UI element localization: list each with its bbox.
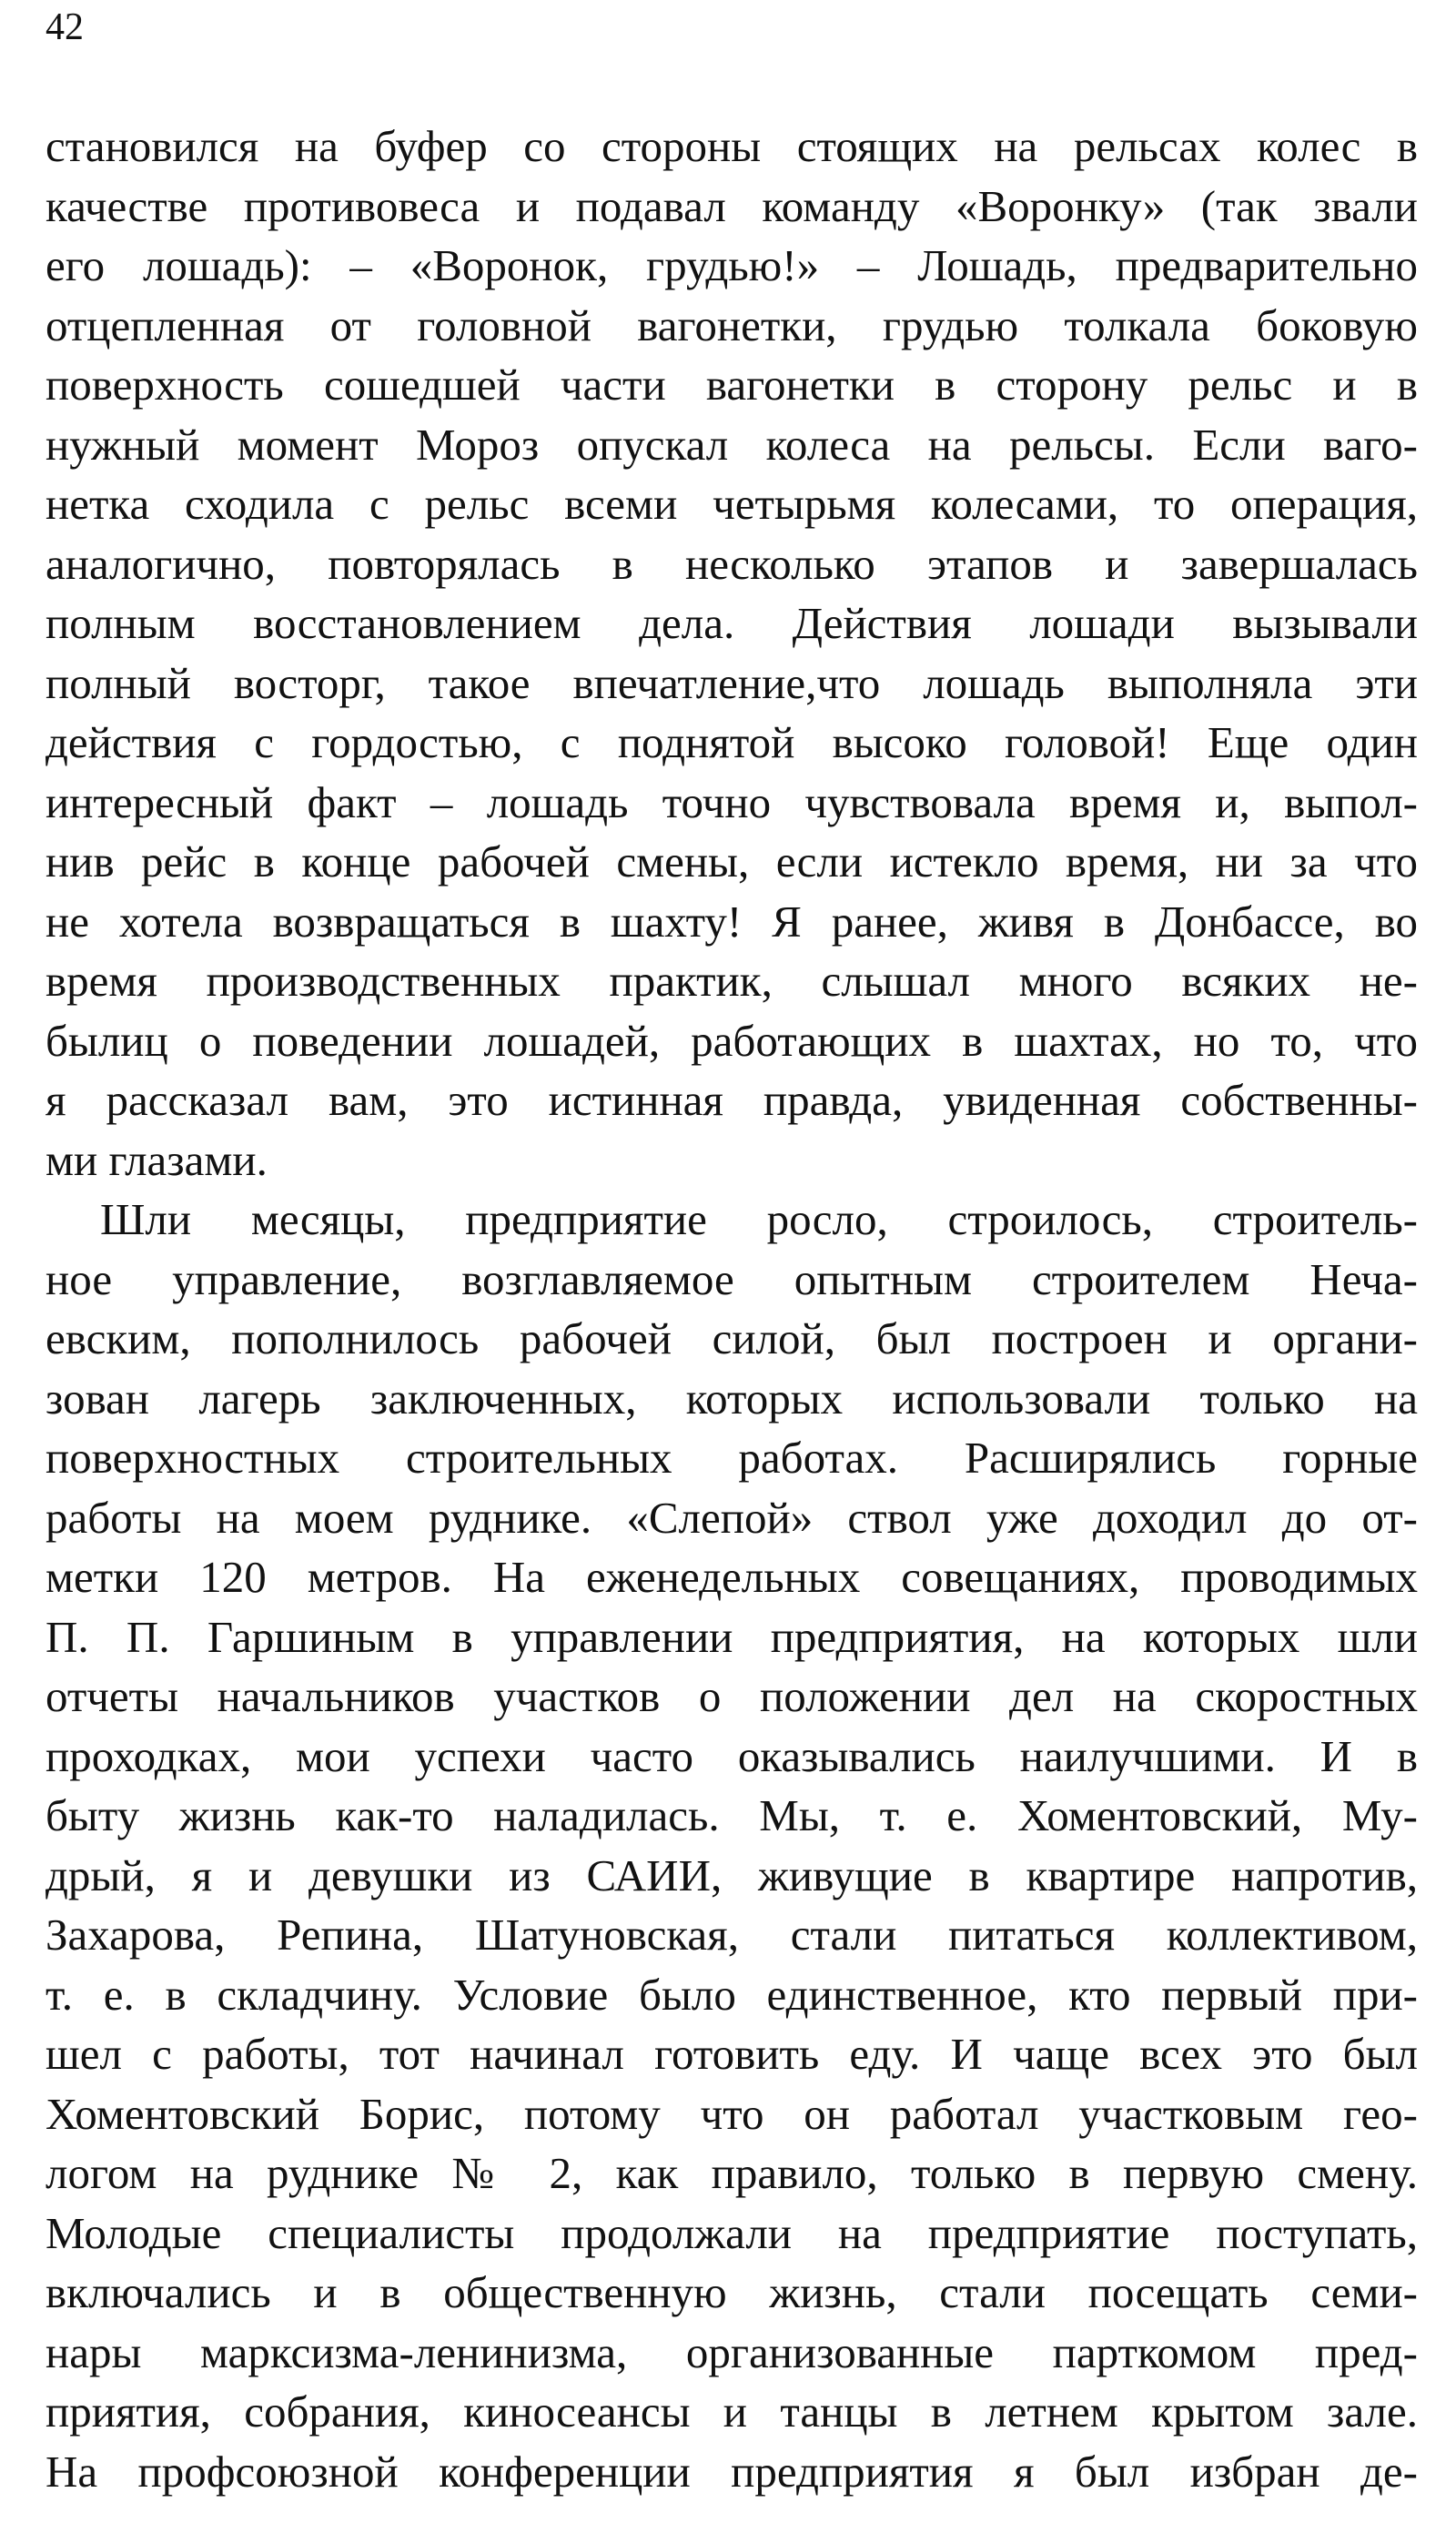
text-line: нив рейс в конце рабочей смены, если истекло время, ни за что bbox=[46, 836, 1418, 887]
text-line: ное управление, возглавляемое опытным строителем Неча- bbox=[46, 1253, 1418, 1304]
text-line: отчеты начальников участков о положении дел на скоростных bbox=[46, 1671, 1418, 1721]
text-line: т. е. в складчину. Условие было единственное, кто первый при- bbox=[46, 1969, 1418, 2020]
text-line: включались и в общественную жизнь, стали посещать семи- bbox=[46, 2267, 1418, 2317]
text-line: шел с работы, тот начинал готовить еду. И чаще всех это был bbox=[46, 2029, 1418, 2079]
text-line: действия с гордостью, с поднятой высоко головой! Еще один bbox=[46, 717, 1418, 767]
text-line: нужный момент Мороз опускал колеса на рельсы. Если ваго- bbox=[46, 419, 1418, 470]
text-line: отцепленная от головной вагонетки, грудью толкала боковую bbox=[46, 299, 1418, 350]
text-line: Хоментовский Борис, потому что он работал участковым гео- bbox=[46, 2088, 1418, 2139]
text-line: былиц о поведении лошадей, работающих в шахтах, но то, что bbox=[46, 1015, 1418, 1066]
text-line: поверхность сошедшей части вагонетки в сторону рельс и в bbox=[46, 360, 1418, 410]
text-line: Захарова, Репина, Шатуновская, стали питаться коллективом, bbox=[46, 1910, 1418, 1960]
text-line: проходках, мои успехи часто оказывались наилучшими. И в bbox=[46, 1730, 1418, 1781]
text-line: полным восстановлением дела. Действия лошади вызывали bbox=[46, 598, 1418, 648]
text-line: я рассказал вам, это истинная правда, увиденная собственны- bbox=[46, 1075, 1418, 1125]
text-line: нары марксизма-ленинизма, организованные парткомом пред- bbox=[46, 2326, 1418, 2377]
text-line: метки 120 метров. На еженедельных совещаниях, проводимых bbox=[46, 1552, 1418, 1602]
text-line: становился на буфер со стороны стоящих на рельсах колес в bbox=[46, 121, 1418, 171]
text-line: интересный факт – лошадь точно чувствовала время и, выпол- bbox=[46, 776, 1418, 827]
text-line: Шли месяцы, предприятие росло, строилось, строитель- bbox=[100, 1194, 1418, 1244]
text-line: Молодые специалисты продолжали на предприятие поступать, bbox=[46, 2207, 1418, 2258]
text-line: зован лагерь заключенных, которых использовали только на bbox=[46, 1373, 1418, 1424]
text-line: время производственных практик, слышал много всяких не- bbox=[46, 956, 1418, 1006]
paragraph bbox=[46, 1190, 1418, 2501]
body-text bbox=[46, 117, 1418, 2501]
text-line: П. П. Гаршиным в управлении предприятия, на которых шли bbox=[46, 1611, 1418, 1662]
text-line: полный восторг, такое впечатление,что лошадь выполняла эти bbox=[46, 657, 1418, 708]
text-line: качестве противовеса и подавал команду «Воронку» (так звали bbox=[46, 180, 1418, 231]
text-line: его лошадь): – «Воронок, грудью!» – Лошадь, предварительно bbox=[46, 240, 1418, 290]
text-line: На профсоюзной конференции предприятия я был избран де- bbox=[46, 2446, 1418, 2497]
text-line: нетка сходила с рельс всеми четырьмя колесами, то операция, bbox=[46, 479, 1418, 529]
text-line: поверхностных строительных работах. Расширялись горные bbox=[46, 1433, 1418, 1483]
page-number: 42 bbox=[46, 6, 84, 48]
text-line: не хотела возвращаться в шахту! Я ранее, живя в Донбассе, во bbox=[46, 896, 1418, 947]
text-line: ми глазами. bbox=[46, 1134, 268, 1185]
text-line: дрый, я и девушки из САИИ, живущие в квартире напротив, bbox=[46, 1849, 1418, 1900]
text-line: приятия, собрания, киносеансы и танцы в летнем крытом зале. bbox=[46, 2386, 1418, 2437]
text-line: аналогично, повторялась в несколько этапов и завершалась bbox=[46, 538, 1418, 589]
paragraph bbox=[46, 117, 1418, 1190]
text-line: логом на руднике № 2, как правило, только в первую смену. bbox=[46, 2148, 1418, 2198]
text-line: евским, пополнилось рабочей силой, был построен и органи- bbox=[46, 1313, 1418, 1363]
text-line: быту жизнь как-то наладилась. Мы, т. е. Хоментовский, Му- bbox=[46, 1790, 1418, 1840]
text-line: работы на моем руднике. «Слепой» ствол уже доходил до от- bbox=[46, 1492, 1418, 1543]
